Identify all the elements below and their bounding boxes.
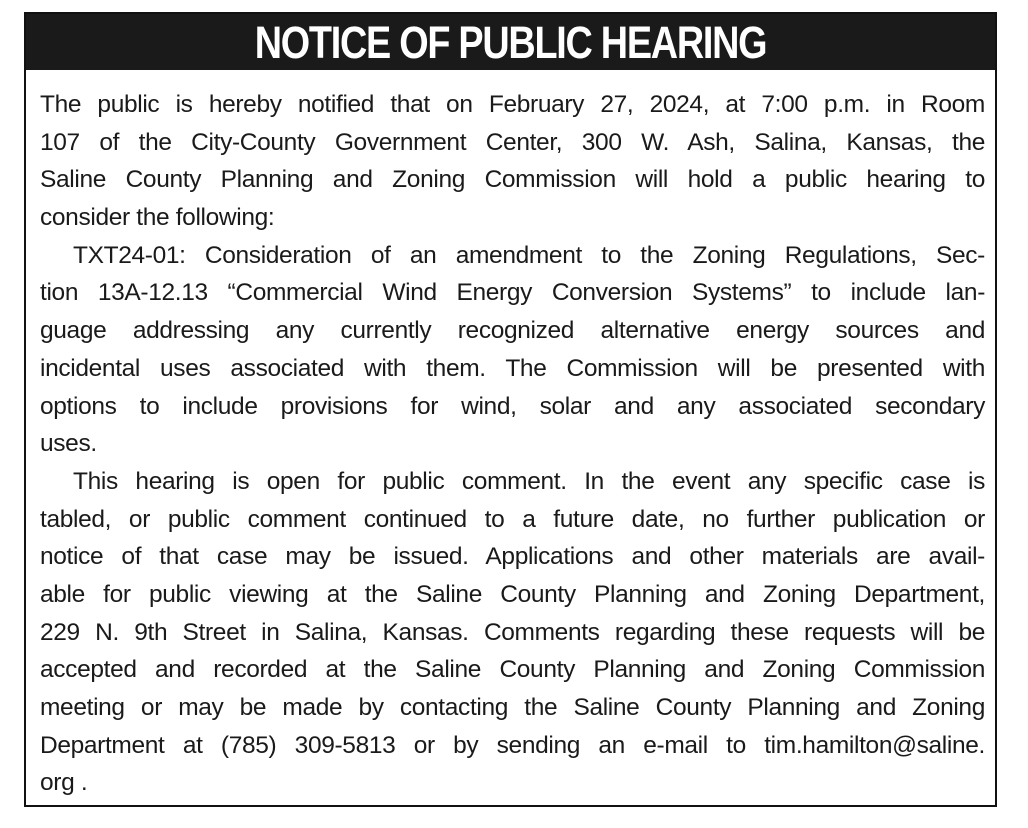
notice-line: able for public viewing at the Saline County Planning and Zoning Department, — [40, 580, 985, 608]
notice-line: Department at (785) 309-5813 or by sending an e-mail to tim.hamilton@saline. — [40, 731, 985, 759]
notice-body — [40, 86, 985, 802]
notice-line: This hearing is open for public comment. In the event any specific case is — [73, 467, 985, 495]
notice-line: options to include provisions for wind, solar and any associated secondary — [40, 392, 985, 420]
notice-line: uses. — [40, 430, 97, 458]
notice-line: 107 of the City-County Government Center, 300 W. Ash, Salina, Kansas, the — [40, 128, 985, 156]
public-hearing-notice — [24, 12, 997, 807]
notice-line: tabled, or public comment continued to a future date, no further publication or — [40, 505, 985, 533]
notice-line: notice of that case may be issued. Applications and other materials are avail- — [40, 543, 985, 571]
notice-header — [26, 14, 995, 70]
notice-line: Saline County Planning and Zoning Commission will hold a public hearing to — [40, 166, 985, 194]
notice-line: guage addressing any currently recognized alternative energy sources and — [40, 317, 985, 345]
notice-line: consider the following: — [40, 204, 275, 232]
notice-title: NOTICE OF PUBLIC HEARING — [254, 16, 767, 68]
notice-line: 229 N. 9th Street in Salina, Kansas. Comments regarding these requests will be — [40, 618, 985, 646]
notice-line: The public is hereby notified that on February 27, 2024, at 7:00 p.m. in Room — [40, 91, 985, 118]
notice-line: org . — [40, 769, 88, 797]
notice-line: TXT24-01: Consideration of an amendment to the Zoning Regulations, Sec- — [73, 241, 985, 269]
notice-line: meeting or may be made by contacting the Saline County Planning and Zoning — [40, 694, 985, 721]
notice-line: incidental uses associated with them. The Commission will be presented with — [40, 354, 985, 382]
notice-line: accepted and recorded at the Saline County Planning and Zoning Commission — [40, 656, 985, 684]
notice-line: tion 13A-12.13 “Commercial Wind Energy Conversion Systems” to include lan- — [40, 279, 985, 307]
